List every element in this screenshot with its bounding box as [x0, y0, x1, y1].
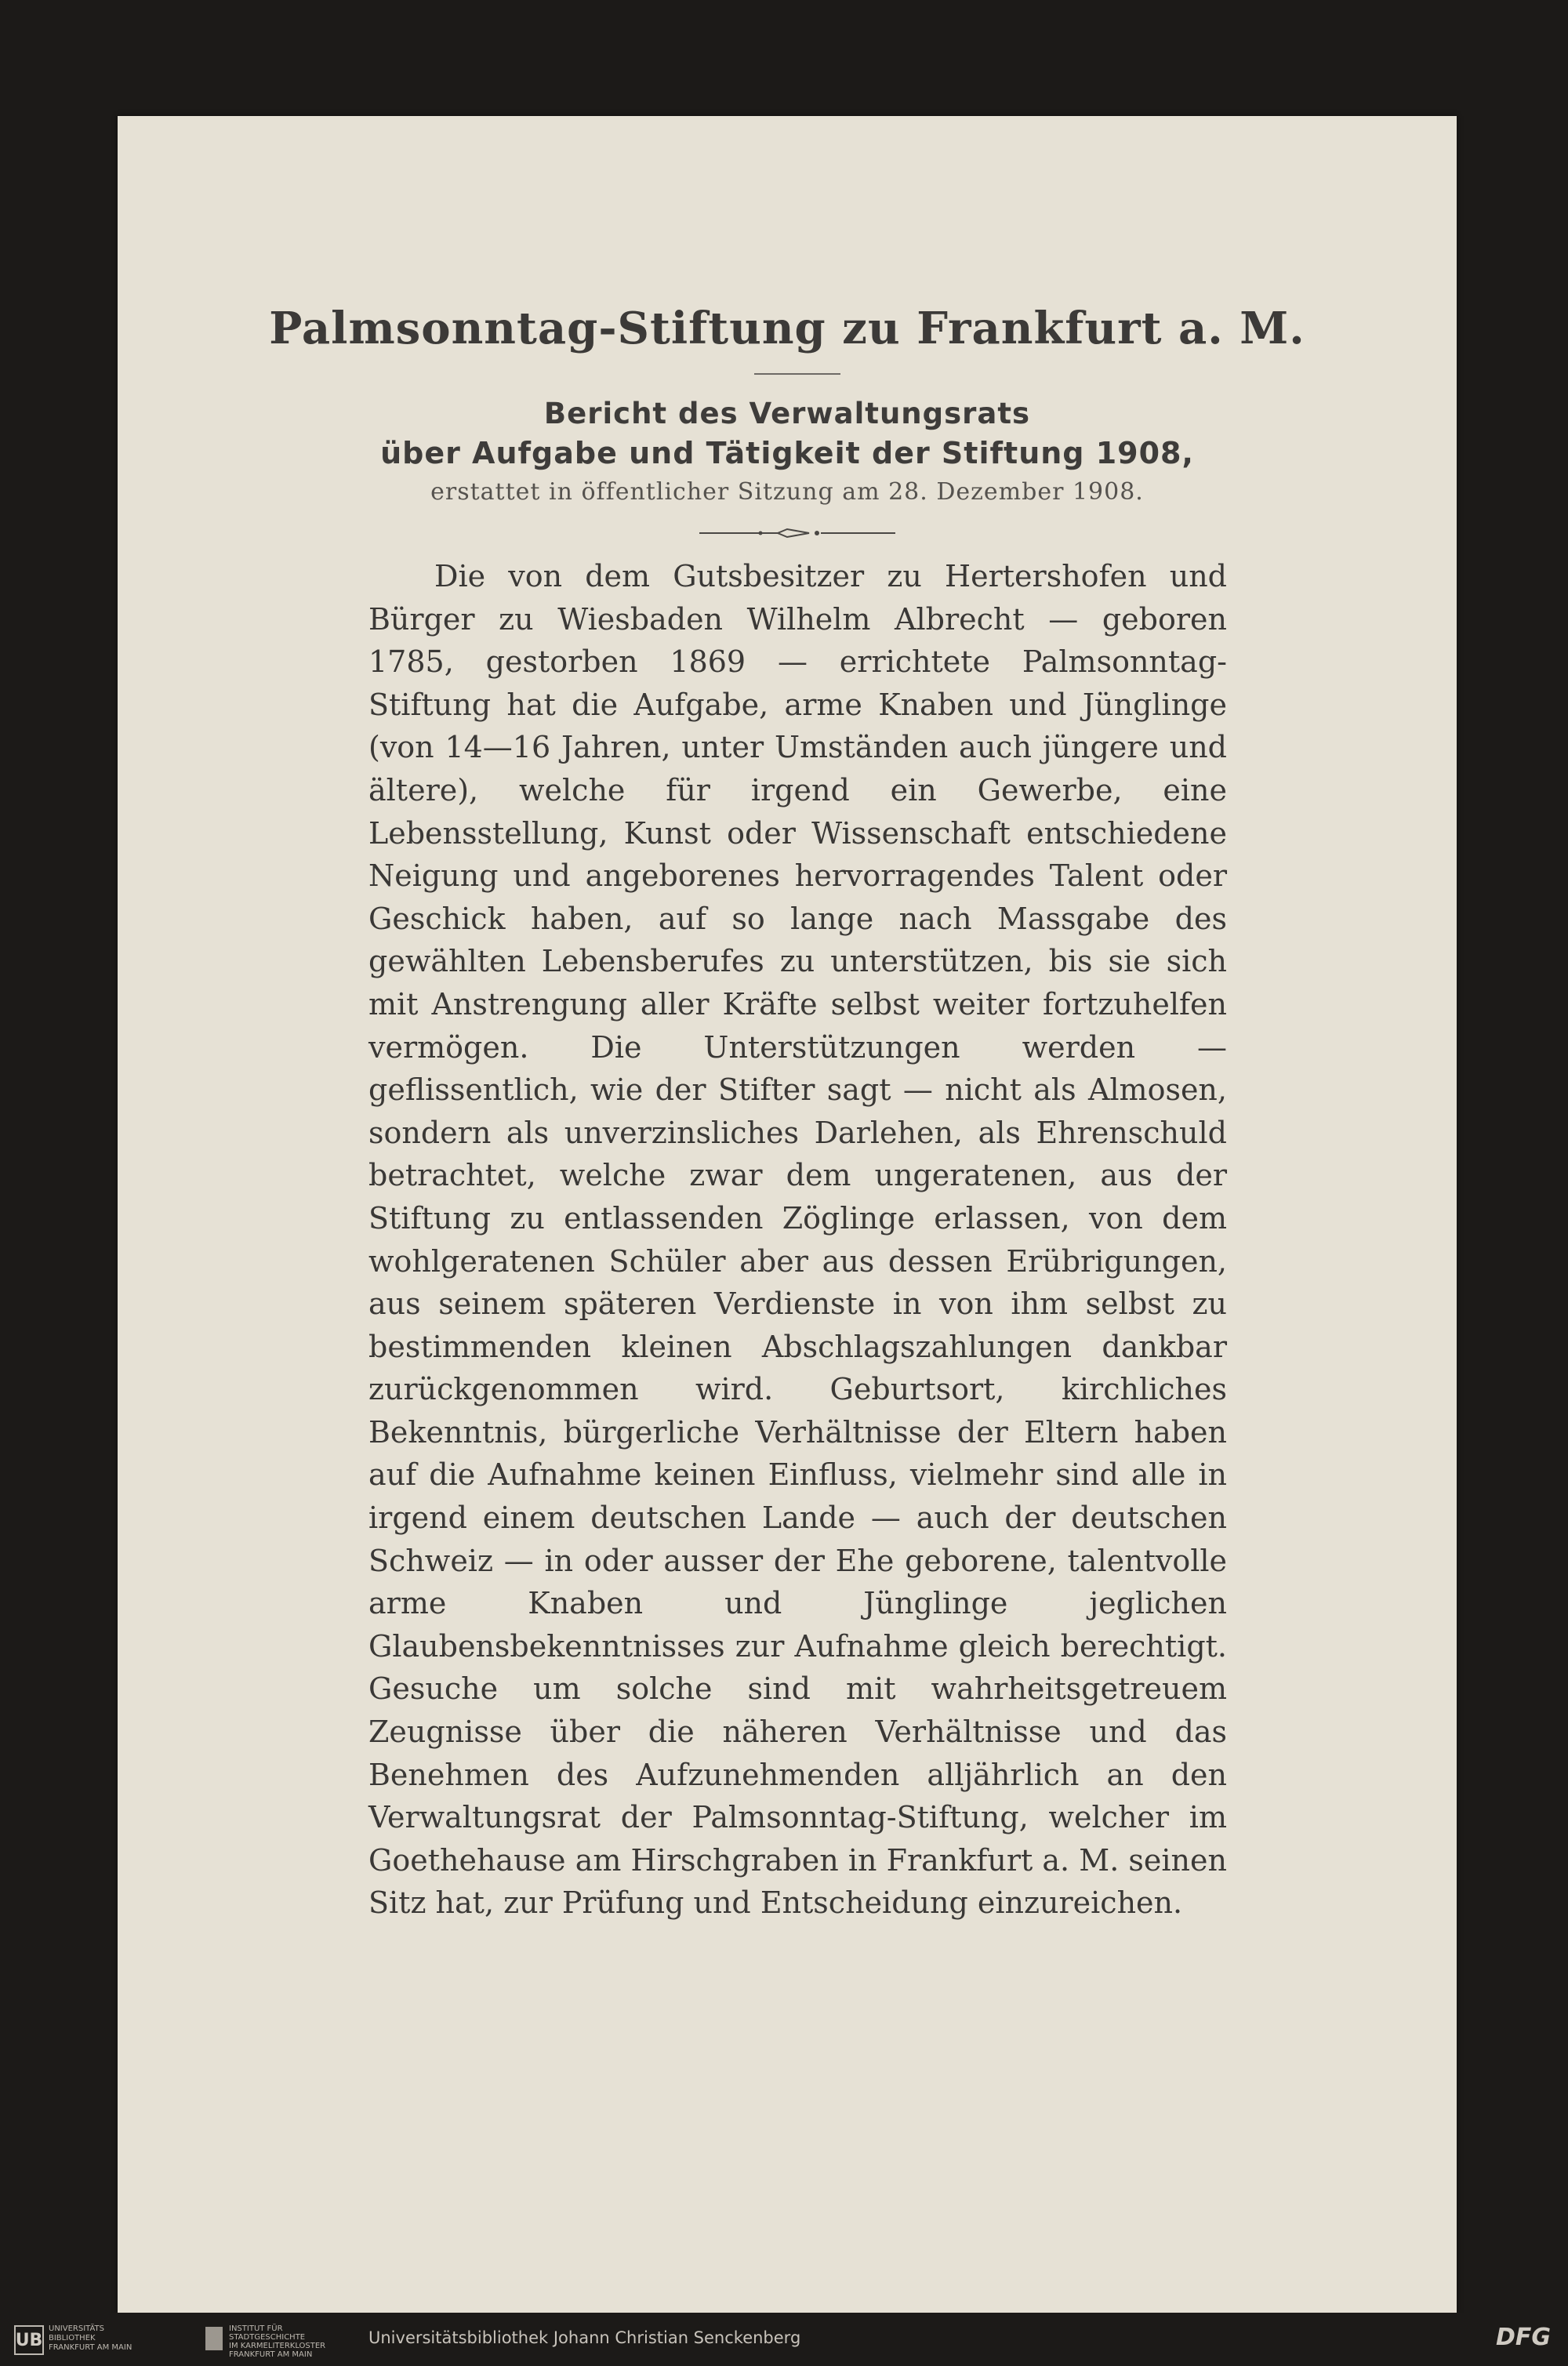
body-paragraph: Die von dem Gutsbesitzer zu Hertershofen und Bürger zu Wiesbaden Wilhelm Albrecht — geboren 1785, gestorben 1869 — errichtete Palmsonntag-Stiftung hat die Aufgabe, arme Knaben und Jünglinge (von 14—16 Jahren, unter Umständen auch jüngere und ältere), welche für irgend ein Gewerbe, eine Lebensstellung, Kunst oder Wissenschaft entschiedene Neigung und angeborenes hervorragendes Talent oder Geschick haben, auf so lange nach Massgabe des gewählten Lebensberufes zu unterstützen, bis sie sich mit Anstrengung aller Kräfte selbst weiter fortzuhelfen vermögen. Die Unterstützungen werden — geflissentlich, wie der Stifter sagt — nicht als Almosen, sondern als unverzinsliches Darlehen, als Ehrenschuld betrachtet, welche zwar dem ungeratenen, aus der Stiftung zu entlassenden Zöglinge erlassen, von dem wohlgeratenen Schüler aber aus dessen Erübrigungen, aus seinem späteren Verdienste in von ihm selbst zu bestimmenden kleinen Abschlagszahlungen dankbar zurückgenommen wird. Geburtsort, kirchliches Bekenntnis, bürgerliche Verhältnisse der Eltern haben auf die Aufnahme keinen Einfluss, vielmehr sind alle in irgend einem deutschen Lande — auch der deutschen Schweiz — in oder ausser der Ehe geborene, talentvolle arme Knaben und Jünglinge jeglichen Glaubensbekenntnisses zur Aufnahme gleich berechtigt. Gesuche um solche sind mit wahrheitsgetreuem Zeugnisse über die näheren Verhältnisse und das Benehmen des Aufzunehmenden alljährlich an den Verwaltungsrat der Palmsonntag-Stiftung, welcher im Goethehause am Hirschgraben in Frankfurt a. M. seinen Sitz hat, zur Prüfung und Entscheidung einzureichen.: [368, 559, 1227, 1921]
library-name: Universitätsbibliothek Johann Christian Senckenberg: [368, 2328, 801, 2347]
viewer-footer: [0, 2313, 1568, 2366]
dfg-logo-icon: DFG: [1495, 2324, 1551, 2351]
report-subject: über Aufgabe und Tätigkeit der Stiftung 1908,: [380, 436, 1194, 470]
institute-logo-text: INSTITUT FÜR STADTGESCHICHTE IM KARMELITERKLOSTER FRANKFURT AM MAIN: [229, 2324, 326, 2359]
document-title: Palmsonntag-Stiftung zu Frankfurt a. M.: [269, 303, 1305, 354]
document-page: [118, 116, 1457, 2313]
ub-logo-icon: UB: [14, 2325, 44, 2355]
report-heading: Bericht des Verwaltungsrats: [543, 397, 1031, 430]
body-text: [368, 555, 1227, 1925]
ub-logo-text: UNIVERSITÄTS BIBLIOTHEK FRANKFURT AM MAIN: [49, 2324, 132, 2352]
report-date-line: erstattet in öffentlicher Sitzung am 28. Dezember 1908.: [430, 478, 1144, 506]
ornament-divider-icon: [699, 525, 895, 541]
title-divider: [754, 373, 840, 375]
institute-logo-icon: [205, 2327, 223, 2350]
